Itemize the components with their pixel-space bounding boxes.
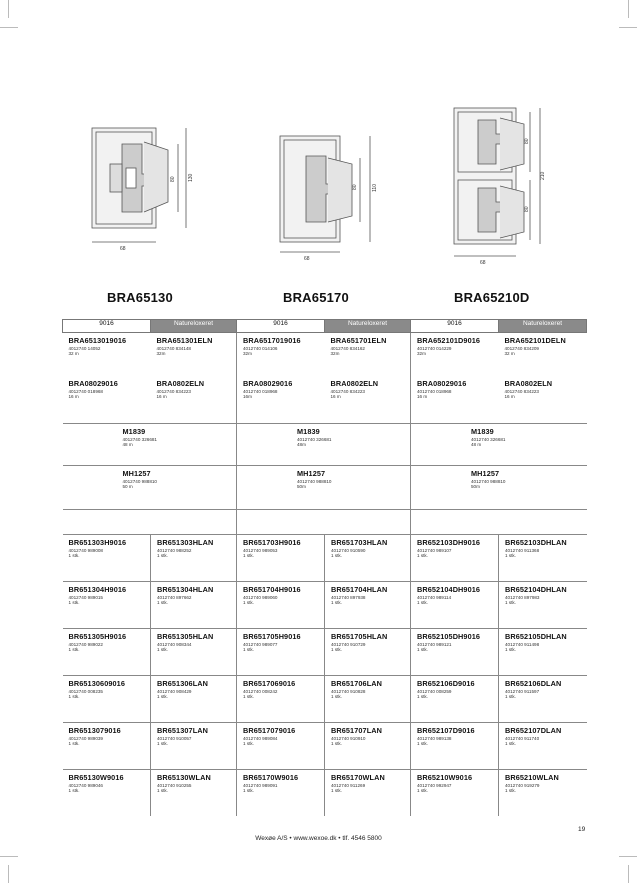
quantity: 48 m: [471, 442, 482, 447]
product-code: BR65210WLAN: [505, 773, 559, 782]
ean-number: 4012740 988810: [471, 479, 506, 484]
table-row: [63, 723, 587, 770]
product-code: BRA0802ELN: [156, 379, 205, 388]
product-code: BR65170W9016: [243, 773, 299, 782]
quantity: 1 stk.: [331, 553, 342, 558]
footer: Wexøe A/S • www.wexoe.dk • tlf. 4546 5800: [255, 835, 382, 842]
quantity: 1 stk.: [505, 694, 516, 699]
ean-number: 4012740 897983: [505, 595, 540, 600]
column-header: Natureloxeret: [151, 320, 237, 333]
product-cell: [237, 629, 325, 676]
product-cell: [325, 676, 411, 723]
product-cell: [325, 582, 411, 629]
ean-number: 4012740 14052: [68, 346, 101, 351]
ean-number: 4012740 988252: [157, 548, 192, 553]
quantity: 32m: [156, 351, 166, 356]
quantity: 1 stk.: [417, 647, 428, 652]
product-code: BR651706LAN: [331, 679, 382, 688]
product-cell: [499, 333, 587, 377]
quantity: 1 stk.: [243, 741, 254, 746]
quantity: 1 stk.: [157, 600, 168, 605]
quantity: 32m: [243, 351, 252, 356]
quantity: 1 stk.: [417, 694, 428, 699]
product-cell: [411, 676, 499, 723]
quantity: 32 m: [504, 351, 515, 356]
ean-number: 4012740 911740: [505, 736, 540, 741]
product-table: [62, 319, 587, 816]
product-cell: [237, 333, 325, 377]
quantity: 1 stk.: [417, 741, 428, 746]
ean-number: 4012740 919279: [505, 783, 540, 788]
product-cell: [325, 333, 411, 377]
table-row: [63, 770, 587, 817]
dimension-label: 210: [540, 171, 546, 180]
product-code: MH1257: [297, 469, 326, 478]
product-code: BR65210W9016: [417, 773, 473, 782]
spacer-row: [63, 510, 587, 535]
product-cell: [63, 582, 151, 629]
product-cell: [499, 770, 587, 817]
product-code: BRA08029016: [68, 379, 118, 388]
product-cell: [499, 376, 587, 424]
quantity: 1 stk.: [505, 741, 516, 746]
ean-number: 4012740 989077: [243, 642, 278, 647]
product-cell: [411, 466, 587, 510]
quantity: 1 stk.: [331, 741, 342, 746]
product-cell: [411, 629, 499, 676]
dimension-label: 80: [170, 176, 176, 182]
series-title: BRA65130: [107, 290, 173, 305]
column-header: Natureloxeret: [325, 320, 411, 333]
ean-number: 4012740 989022: [68, 642, 103, 647]
crop-mark: [8, 0, 9, 18]
product-cell: [151, 723, 237, 770]
product-code: BR652103DHLAN: [505, 538, 567, 547]
quantity: 32 m: [68, 351, 79, 356]
product-code: BR652106DLAN: [505, 679, 562, 688]
product-code: BRA0802ELN: [504, 379, 553, 388]
quantity: 1 stk.: [505, 553, 516, 558]
quantity: 48m: [297, 442, 306, 447]
product-code: BR651304HLAN: [157, 585, 214, 594]
series-title: BRA65210D: [454, 290, 530, 305]
product-code: M1839: [471, 427, 494, 436]
table-row: [63, 582, 587, 629]
product-code: BR652104DHLAN: [505, 585, 567, 594]
dimension-label: 80: [524, 206, 530, 212]
quantity: 1 stk.: [157, 788, 168, 793]
product-code: BR651704HLAN: [331, 585, 388, 594]
quantity: 32m: [330, 351, 340, 356]
product-cell: [325, 770, 411, 817]
product-cell: [325, 629, 411, 676]
quantity: 1 stk.: [68, 788, 80, 793]
quantity: 1 stk.: [331, 647, 342, 652]
ean-number: 4012740 014229: [417, 346, 452, 351]
quantity: 1 stk.: [505, 788, 516, 793]
product-code: BR65130609016: [68, 679, 125, 688]
drawing-bra65170: [270, 132, 390, 262]
product-cell: [411, 333, 499, 377]
ean-number: 4012740 989084: [243, 736, 278, 741]
product-cell: [237, 376, 325, 424]
dimension-label: 80: [352, 184, 358, 190]
ean-number: 4012740 989107: [417, 548, 452, 553]
header-row: [63, 320, 587, 333]
ean-number: 4012740 988810: [122, 479, 157, 484]
quantity: 1 stk.: [243, 694, 254, 699]
ean-number: 4012740 897662: [157, 595, 192, 600]
quantity: 16 m: [156, 394, 167, 399]
product-code: BR651707LAN: [331, 726, 382, 735]
product-code: BR651305HLAN: [157, 632, 214, 641]
quantity: 50 m: [122, 484, 133, 489]
product-cell: [151, 333, 237, 377]
quantity: 1 stk.: [331, 788, 342, 793]
column-header: 9016: [411, 320, 499, 333]
ean-number: 4012740 992947: [417, 783, 452, 788]
quantity: 1 stk.: [417, 788, 428, 793]
product-code: MH1257: [471, 469, 500, 478]
ean-number: 4012740 834209: [504, 346, 539, 351]
table-row: [63, 466, 587, 510]
ean-number: 4012740 989121: [417, 642, 452, 647]
product-cell: [325, 723, 411, 770]
product-cell: [63, 629, 151, 676]
quantity: 16 m: [68, 394, 79, 399]
quantity: 16 m: [504, 394, 515, 399]
ean-number: 4012740 834162: [330, 346, 365, 351]
product-cell: [63, 723, 151, 770]
product-code: BR651703HLAN: [331, 538, 388, 547]
product-code: BR651307LAN: [157, 726, 208, 735]
quantity: 16 m: [417, 394, 428, 399]
quantity: 1 stk.: [243, 600, 254, 605]
product-code: BR651303HLAN: [157, 538, 214, 547]
product-cell: [63, 466, 237, 510]
product-cell: [151, 535, 237, 582]
product-code: BR652104DH9016: [417, 585, 481, 594]
ean-number: 4012740 908429: [157, 689, 192, 694]
ean-number: 4012740 989091: [243, 783, 278, 788]
ean-number: 4012740 910729: [331, 642, 366, 647]
product-code: BRA08029016: [417, 379, 467, 388]
ean-number: 4012740 018968: [68, 389, 103, 394]
dimension-label: 68: [304, 256, 310, 262]
product-code: BR6513079016: [68, 726, 121, 735]
product-cell: [151, 376, 237, 424]
product-cell: [237, 535, 325, 582]
product-cell: [237, 582, 325, 629]
ean-number: 4012740 910590: [331, 548, 366, 553]
table-row: [63, 376, 587, 424]
product-code: BR6517079016: [243, 726, 296, 735]
product-cell: [63, 424, 237, 466]
product-code: BR6517069016: [243, 679, 296, 688]
product-cell: [151, 676, 237, 723]
product-code: M1839: [122, 427, 146, 436]
ean-number: 4012740 989138: [417, 736, 452, 741]
quantity: 32m: [417, 351, 426, 356]
ean-number: 4012740 008242: [243, 689, 278, 694]
drawing-bra65130: [82, 124, 202, 258]
column-header: 9016: [237, 320, 325, 333]
ean-number: 4012740 008235: [68, 689, 103, 694]
ean-number: 4012740 989114: [417, 595, 452, 600]
product-cell: [411, 424, 587, 466]
dimension-label: 110: [372, 184, 378, 192]
product-cell: [325, 376, 411, 424]
product-cell: [411, 535, 499, 582]
dimension-label: 130: [188, 173, 194, 182]
ean-number: 4012740 834223: [330, 389, 365, 394]
ean-number: 4012740 018968: [243, 389, 278, 394]
product-cell: [63, 333, 151, 377]
quantity: 1 stk.: [505, 600, 516, 605]
product-cell: [151, 770, 237, 817]
product-code: BRA08029016: [243, 379, 293, 388]
product-cell: [411, 376, 499, 424]
product-cell: [325, 535, 411, 582]
ean-number: 4012740 988810: [297, 479, 332, 484]
product-code: BRA0802ELN: [330, 379, 379, 388]
quantity: 1 stk.: [417, 600, 428, 605]
ean-number: 4012740 911368: [505, 548, 540, 553]
ean-number: 4012740 911269: [331, 783, 366, 788]
column-header: Natureloxeret: [499, 320, 587, 333]
ean-number: 4012740 834148: [156, 346, 191, 351]
product-cell: [411, 723, 499, 770]
product-cell: [237, 723, 325, 770]
product-cell: [63, 535, 151, 582]
quantity: 1 stk.: [243, 553, 254, 558]
product-cell: [499, 723, 587, 770]
product-cell: [237, 466, 411, 510]
product-code: BRA652101D9016: [417, 336, 481, 345]
quantity: 1 stk.: [243, 788, 254, 793]
product-cell: [499, 582, 587, 629]
product-code: M1839: [297, 427, 320, 436]
quantity: 1 stk.: [331, 694, 342, 699]
ean-number: 4012740 911597: [505, 689, 540, 694]
product-code: BRA651301ELN: [156, 336, 213, 345]
table-row: [63, 535, 587, 582]
quantity: 1 stk.: [68, 647, 80, 652]
quantity: 1 stk.: [157, 741, 168, 746]
ean-number: 4012740 989060: [243, 595, 278, 600]
quantity: 16 m: [330, 394, 341, 399]
product-code: BR651305H9016: [68, 632, 127, 641]
product-code: BR651303H9016: [68, 538, 127, 547]
quantity: 50m: [297, 484, 306, 489]
quantity: 1 stk.: [157, 647, 168, 652]
quantity: 1 stk.: [68, 741, 80, 746]
ean-number: 4012740 989046: [68, 783, 103, 788]
product-cell: [499, 676, 587, 723]
ean-number: 4012740 911498: [505, 642, 540, 647]
quantity: 16m: [243, 394, 252, 399]
product-cell: [237, 770, 325, 817]
product-cell: [151, 582, 237, 629]
ean-number: 4012740 834223: [156, 389, 191, 394]
product-code: BR651705HLAN: [331, 632, 388, 641]
ean-number: 4012740 989008: [68, 548, 103, 553]
quantity: 1 stk.: [243, 647, 254, 652]
series-title: BRA65170: [283, 290, 349, 305]
crop-mark: [8, 865, 9, 883]
product-cell: [237, 424, 411, 466]
ean-number: 4012740 910910: [331, 736, 366, 741]
product-code: BR652107DLAN: [505, 726, 562, 735]
ean-number: 4012740 014106: [243, 346, 278, 351]
crop-mark: [619, 27, 637, 28]
quantity: 1 stk.: [68, 600, 80, 605]
ean-number: 4012740 910057: [157, 736, 192, 741]
product-code: BR651705H9016: [243, 632, 301, 641]
crop-mark: [0, 856, 18, 857]
product-cell: [499, 629, 587, 676]
quantity: 1 stk.: [68, 694, 80, 699]
table-row: [63, 629, 587, 676]
product-cell: [237, 676, 325, 723]
product-cell: [63, 376, 151, 424]
dimension-label: 68: [480, 260, 486, 266]
ean-number: 4012740 326681: [471, 437, 506, 442]
ean-number: 4012740 897938: [331, 595, 366, 600]
quantity: 1 stk.: [331, 600, 342, 605]
ean-number: 4012740 326681: [297, 437, 332, 442]
product-code: BR65170WLAN: [331, 773, 385, 782]
product-cell: [411, 582, 499, 629]
ean-number: 4012740 326681: [122, 437, 157, 442]
product-code: BR651703H9016: [243, 538, 301, 547]
ean-number: 4012740 008259: [417, 689, 452, 694]
product-code: BRA651701ELN: [330, 336, 387, 345]
ean-number: 4012740 018968: [417, 389, 452, 394]
dimension-label: 68: [120, 246, 126, 252]
column-header: 9016: [63, 320, 151, 333]
ean-number: 4012740 910828: [331, 689, 366, 694]
ean-number: 4012740 989039: [68, 736, 103, 741]
quantity: 1 stk.: [68, 553, 80, 558]
quantity: 1 stk.: [505, 647, 516, 652]
crop-mark: [619, 856, 637, 857]
ean-number: 4012740 834223: [504, 389, 539, 394]
product-cell: [151, 629, 237, 676]
table-row: [63, 424, 587, 466]
product-cell: [63, 770, 151, 817]
crop-mark: [628, 865, 629, 883]
product-code: BRA652101DELN: [504, 336, 566, 345]
product-code: BR652106D9016: [417, 679, 475, 688]
product-code: BRA6513019016: [68, 336, 127, 345]
crop-mark: [0, 27, 18, 28]
drawing-bra65210d: [444, 104, 554, 266]
table-row: [63, 333, 587, 377]
quantity: 1 stk.: [417, 553, 428, 558]
ean-number: 4012740 989053: [243, 548, 278, 553]
quantity: 50m: [471, 484, 480, 489]
quantity: 48 m: [122, 442, 133, 447]
product-code: BR651306LAN: [157, 679, 208, 688]
product-code: MH1257: [122, 469, 151, 478]
product-code: BR65130WLAN: [157, 773, 211, 782]
product-code: BR651304H9016: [68, 585, 127, 594]
dimension-label: 80: [524, 138, 530, 144]
product-cell: [63, 676, 151, 723]
product-cell: [499, 535, 587, 582]
quantity: 1 stk.: [157, 553, 168, 558]
product-code: BR652103DH9016: [417, 538, 481, 547]
product-code: BR651704H9016: [243, 585, 301, 594]
ean-number: 4012740 989015: [68, 595, 103, 600]
product-code: BR652107D9016: [417, 726, 475, 735]
quantity: 1 stk.: [157, 694, 168, 699]
product-code: BR652105DHLAN: [505, 632, 567, 641]
product-code: BRA6517019016: [243, 336, 301, 345]
ean-number: 4012740 908344: [157, 642, 192, 647]
crop-mark: [628, 0, 629, 18]
product-code: BR652105DH9016: [417, 632, 481, 641]
ean-number: 4012740 910255: [157, 783, 192, 788]
page-number: 19: [578, 826, 586, 833]
product-code: BR65130W9016: [68, 773, 124, 782]
product-cell: [411, 770, 499, 817]
table-row: [63, 676, 587, 723]
